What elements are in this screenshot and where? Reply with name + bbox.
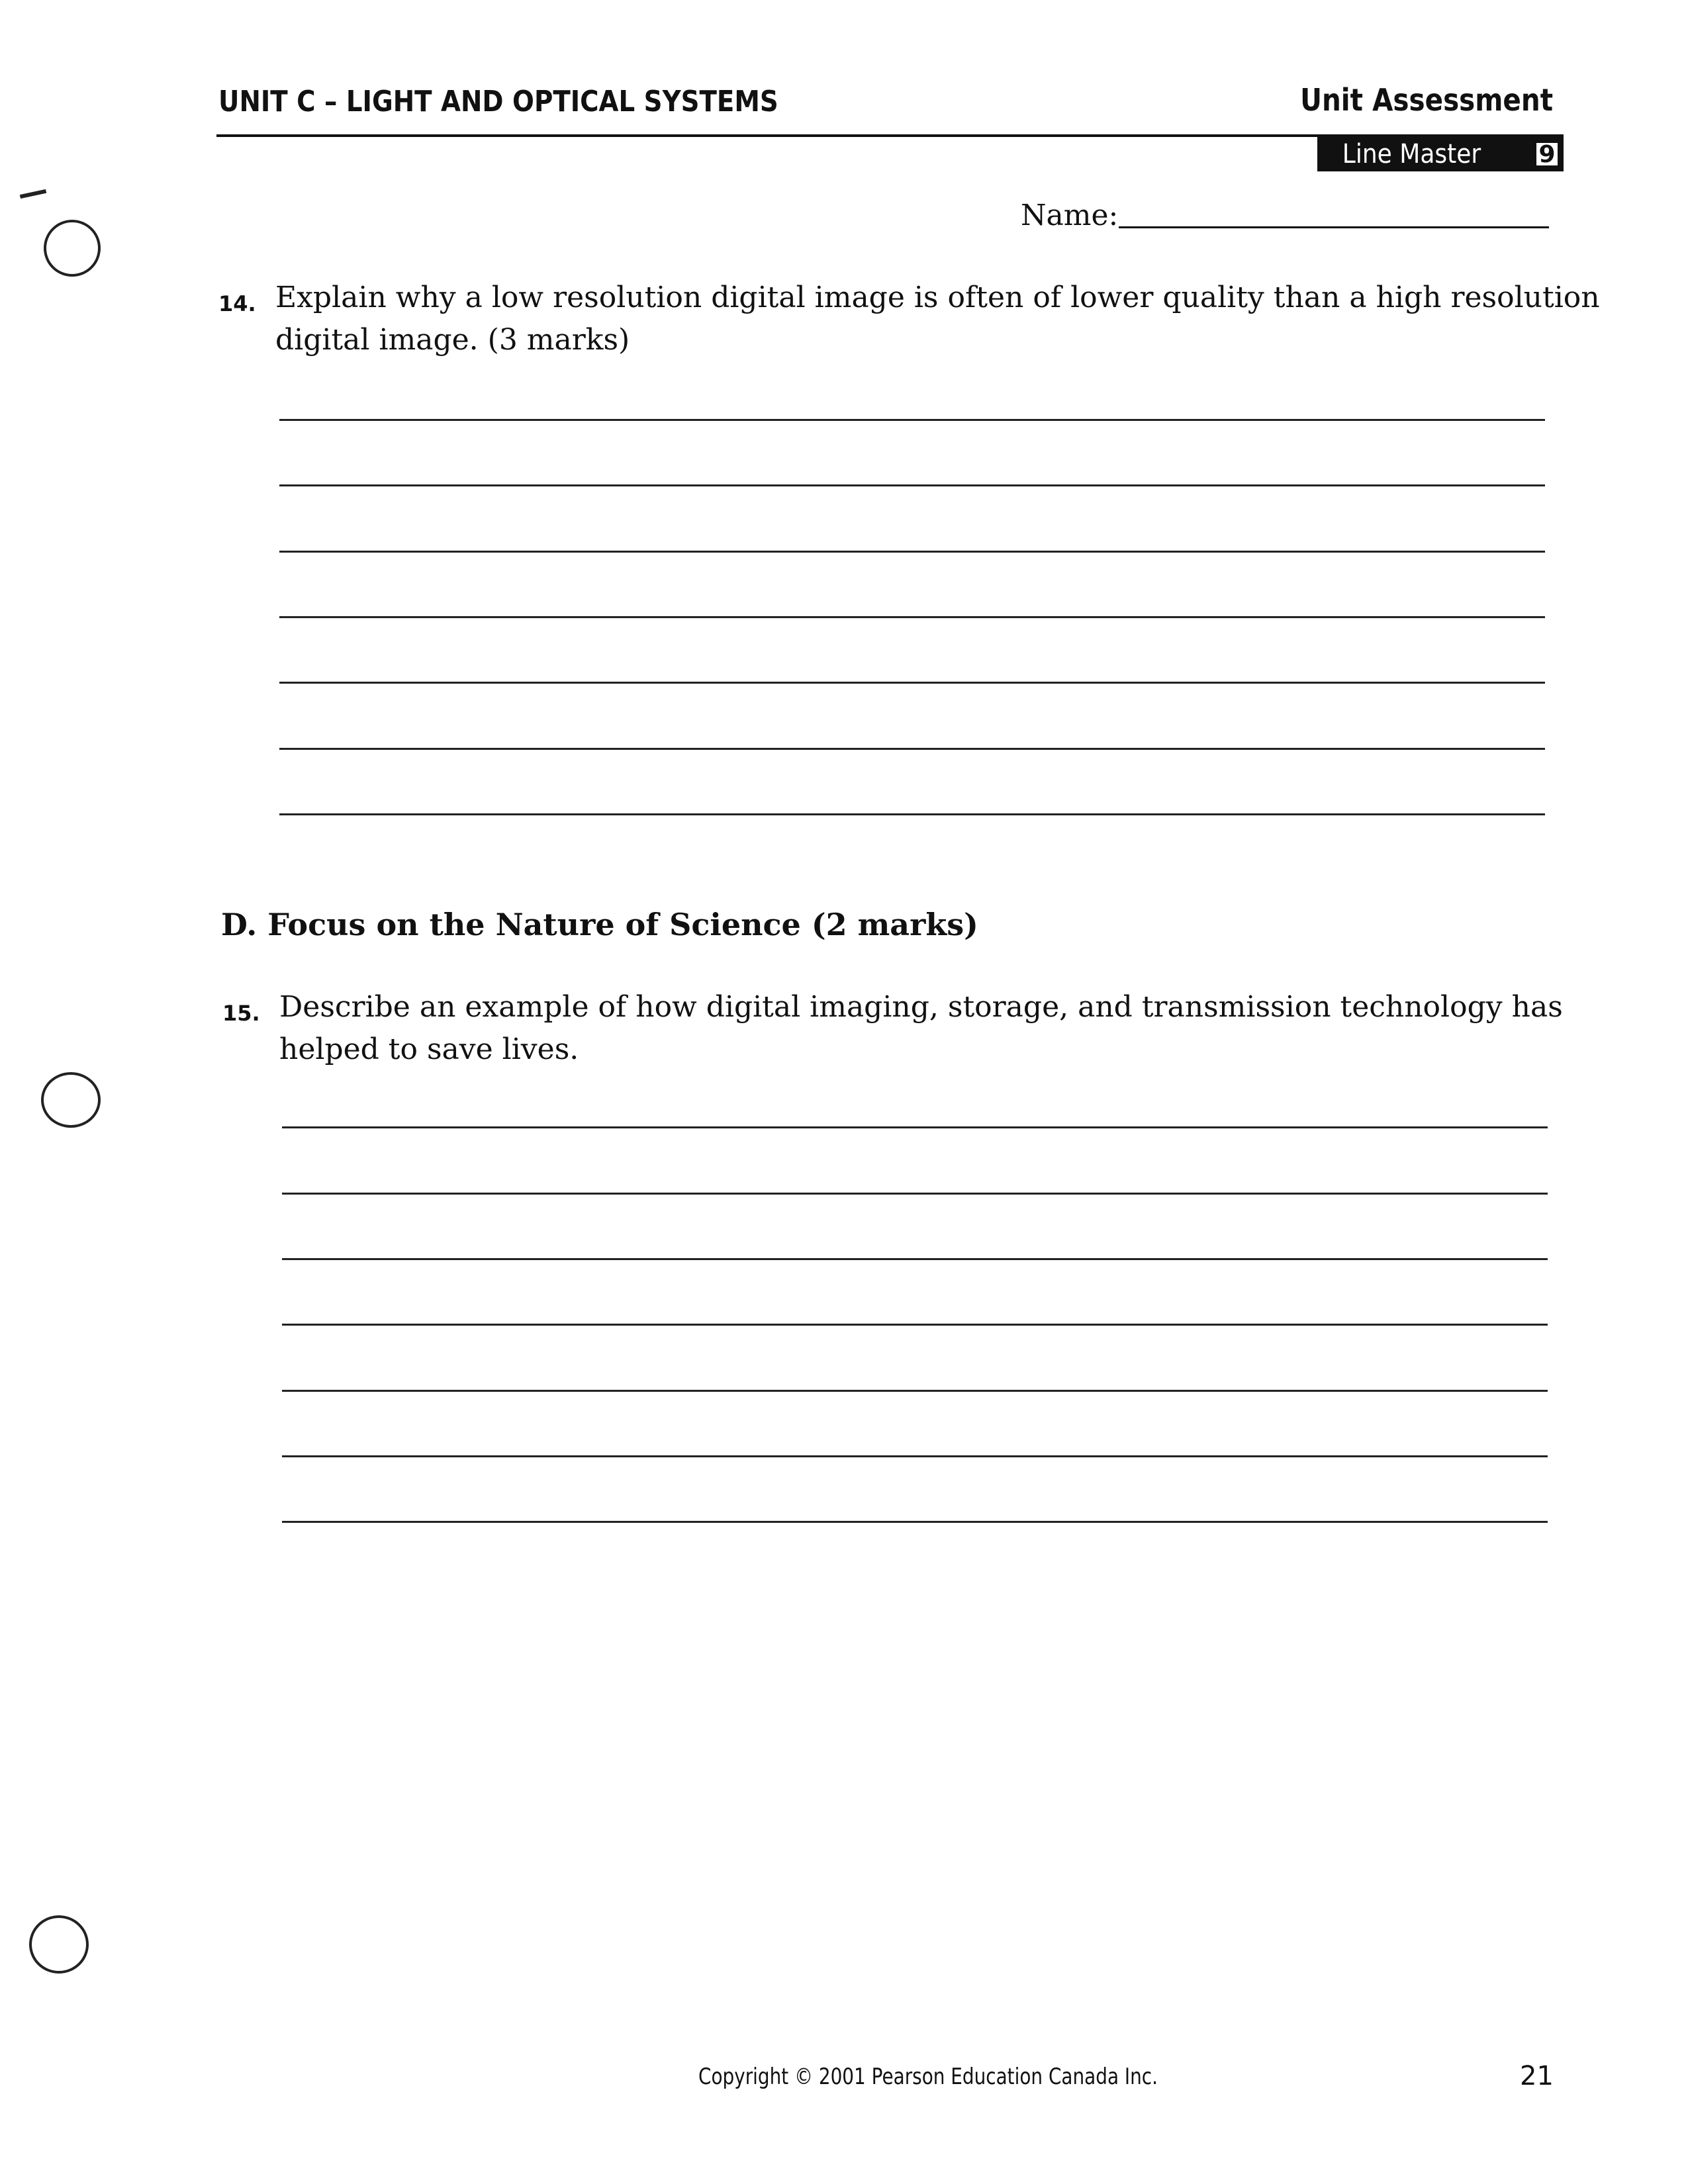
question-14-text <box>275 277 1600 361</box>
name-input-line[interactable] <box>1119 226 1549 228</box>
answer-line[interactable] <box>282 1126 1548 1128</box>
answer-line[interactable] <box>282 1258 1548 1260</box>
unit-assessment-label: Unit Assessment <box>1300 82 1553 118</box>
answer-line[interactable] <box>279 748 1545 750</box>
name-label: Name: <box>1021 199 1119 232</box>
answer-line[interactable] <box>282 1324 1548 1326</box>
answer-line[interactable] <box>279 419 1545 421</box>
page-number: 21 <box>1520 2061 1554 2091</box>
section-d-heading: D. Focus on the Nature of Science (2 marks) <box>221 907 978 942</box>
copyright-notice: Copyright © 2001 Pearson Education Canada Inc. <box>698 2064 1158 2090</box>
question-14-number: 14. <box>218 291 256 316</box>
line-master-number: 9 <box>1534 141 1560 167</box>
binder-hole-bottom <box>29 1915 89 1974</box>
answer-line[interactable] <box>282 1390 1548 1392</box>
question-15-text-line1: Describe an example of how digital imaging, storage, and transmission technology has <box>279 990 1563 1024</box>
answer-line[interactable] <box>279 682 1545 684</box>
unit-title: UNIT C – LIGHT AND OPTICAL SYSTEMS <box>218 85 778 118</box>
binder-hole-top <box>44 220 101 277</box>
answer-line[interactable] <box>279 551 1545 553</box>
answer-line[interactable] <box>282 1455 1548 1457</box>
question-15-text <box>279 986 1577 1071</box>
answer-line[interactable] <box>282 1193 1548 1195</box>
question-15-text-line2: helped to save lives. <box>279 1032 579 1066</box>
pen-mark <box>20 189 46 199</box>
answer-line[interactable] <box>279 813 1545 815</box>
binder-hole-middle <box>41 1072 101 1128</box>
question-14-text-line2: digital image. (3 marks) <box>275 323 630 357</box>
answer-line[interactable] <box>279 484 1545 486</box>
question-14-text-line1: Explain why a low resolution digital image is often of lower quality than a high resolution <box>275 281 1600 314</box>
line-master-label: Line Master <box>1342 139 1481 169</box>
answer-line[interactable] <box>279 616 1545 618</box>
answer-line[interactable] <box>282 1521 1548 1523</box>
line-master-tab <box>1317 137 1564 171</box>
question-15-number: 15. <box>222 1001 260 1026</box>
